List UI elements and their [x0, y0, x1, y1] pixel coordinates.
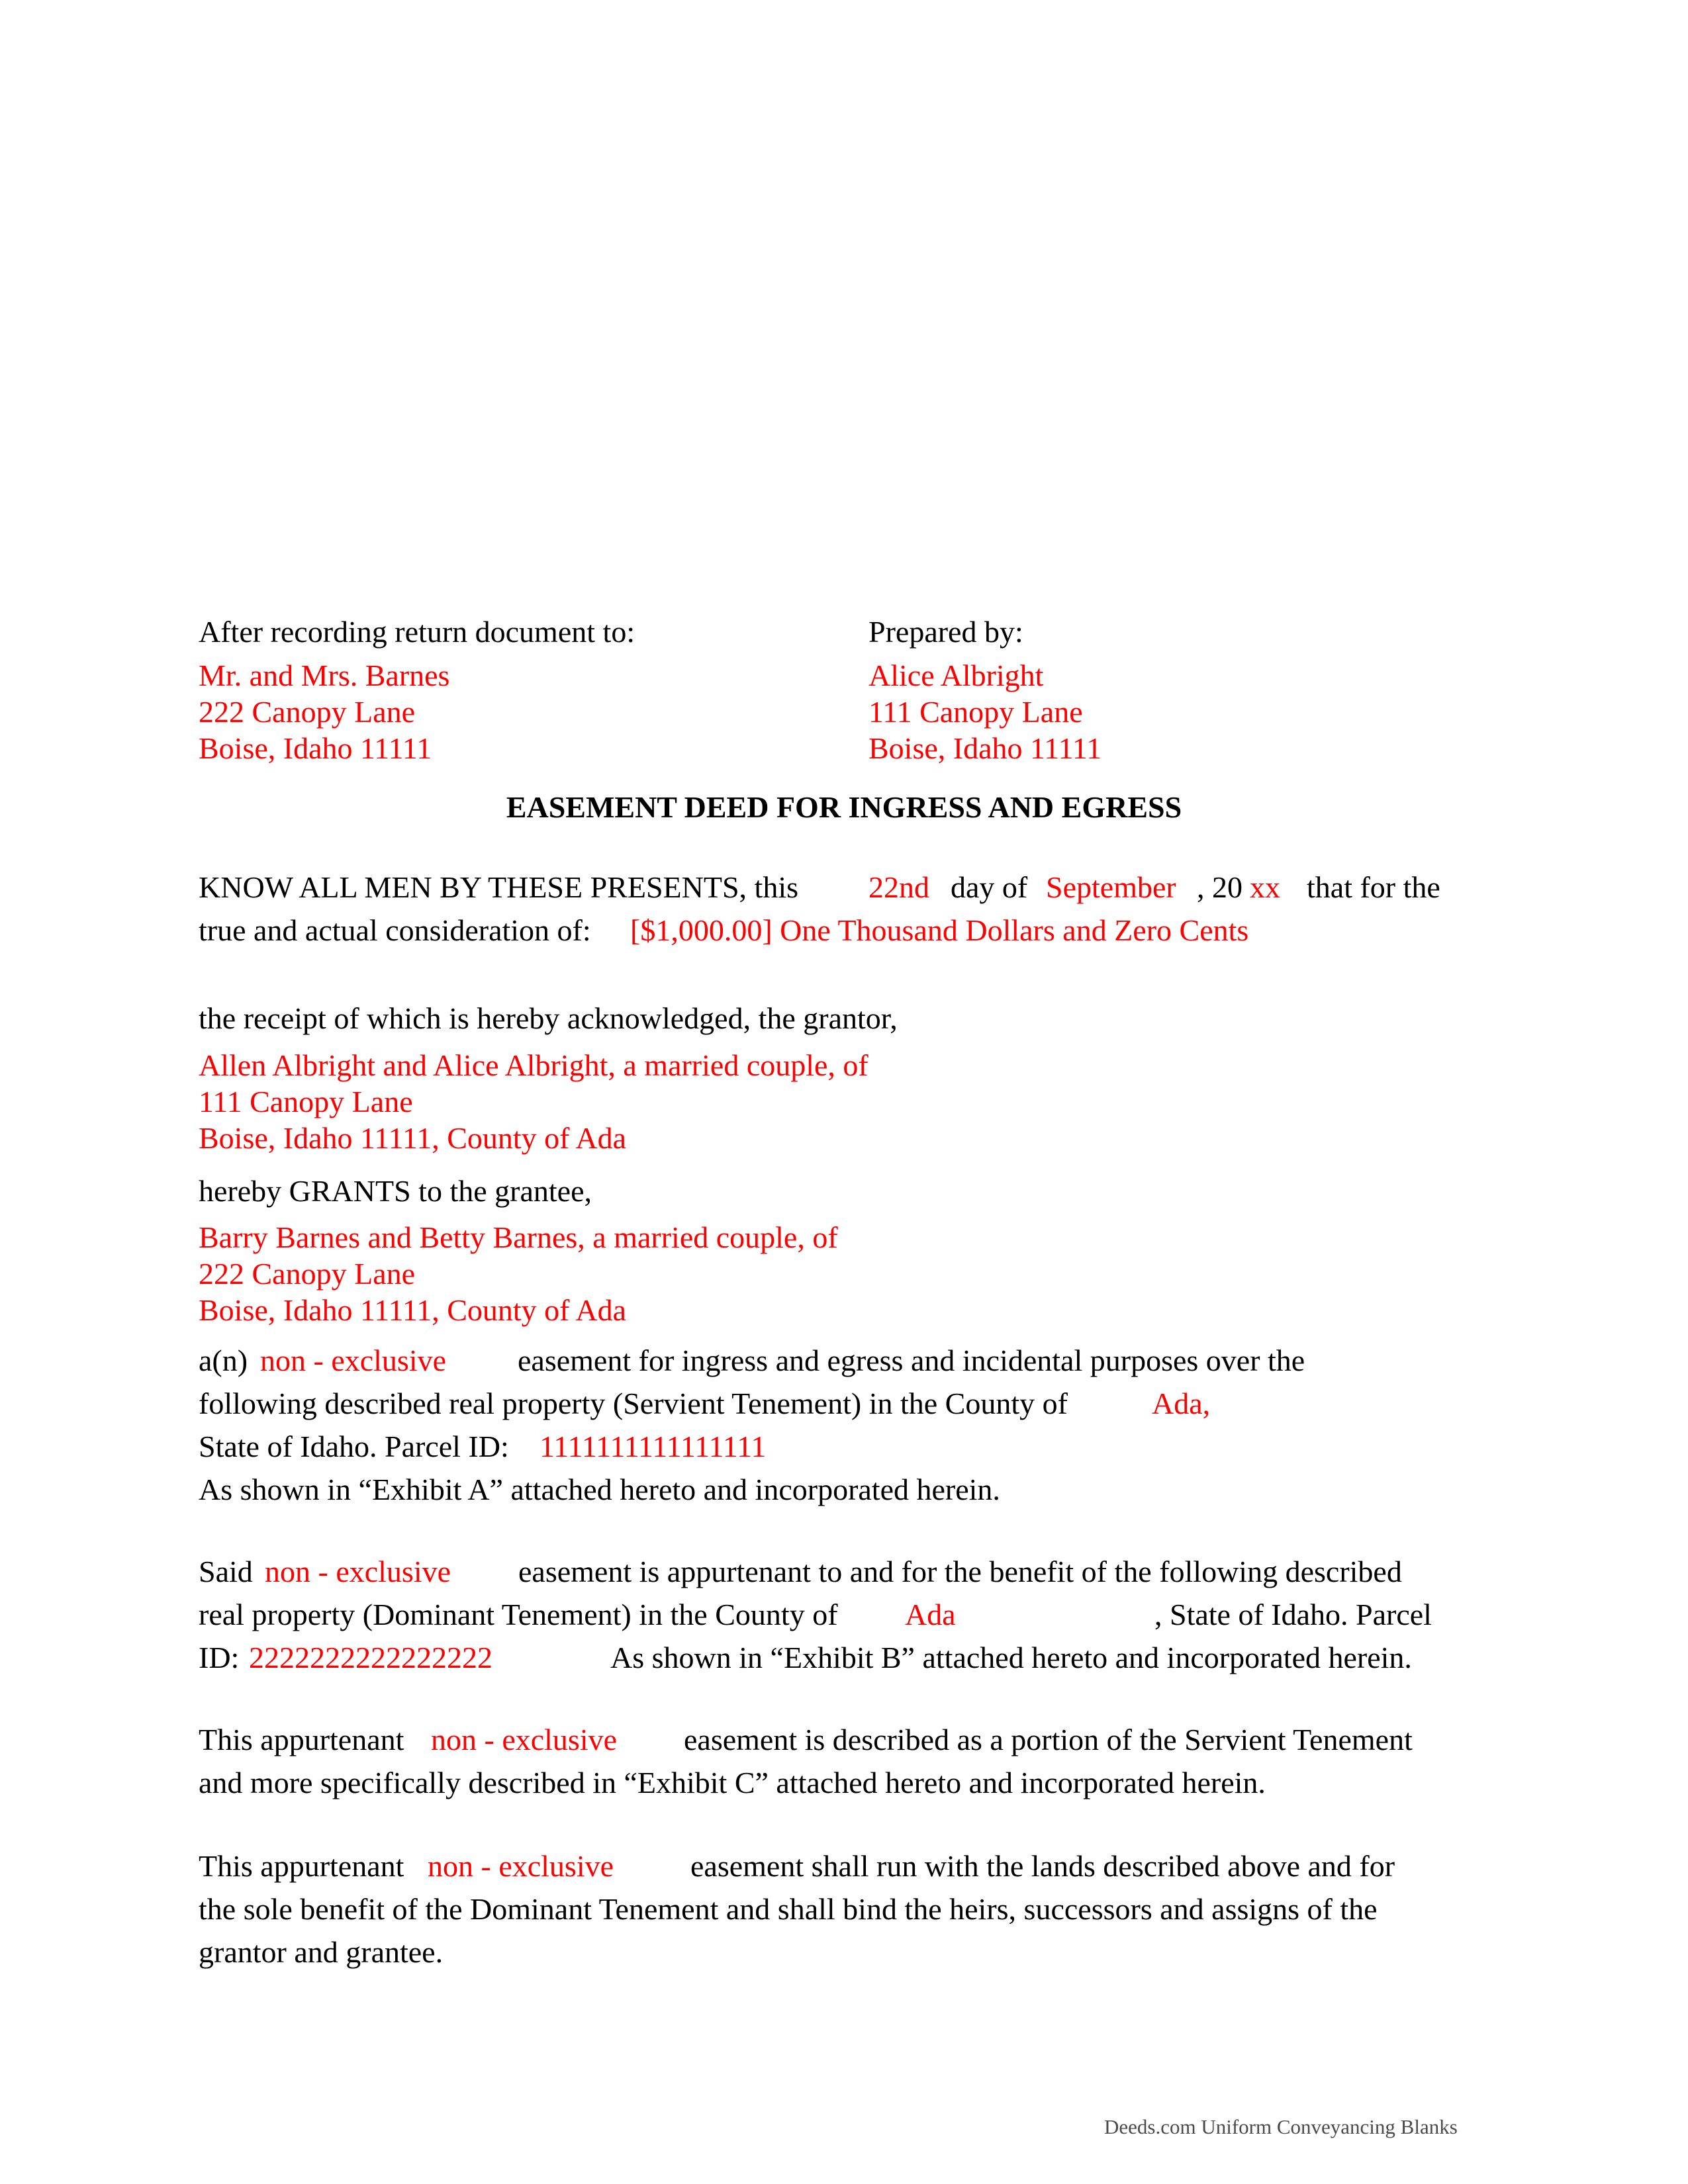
- return-address-city: Boise, Idaho 11111: [199, 731, 432, 765]
- return-address-street: 222 Canopy Lane: [199, 695, 416, 729]
- prepared-by-street: 111 Canopy Lane: [868, 695, 1083, 729]
- return-address-label: After recording return document to:: [199, 615, 635, 649]
- para3-prefix: This appurtenant: [199, 1723, 404, 1756]
- intro-text-2: day of: [951, 870, 1028, 904]
- para4-easement-type: non - exclusive: [428, 1849, 614, 1883]
- grantee-street: 222 Canopy Lane: [199, 1257, 416, 1291]
- para2-text-1: easement is appurtenant to and for the benefit of the following described: [518, 1555, 1402, 1588]
- intro-month: September: [1046, 870, 1176, 904]
- servient-county: Ada,: [1152, 1387, 1211, 1420]
- para1-text-2: following described real property (Servient Tenement) in the County of: [199, 1387, 1068, 1420]
- footer-credit: Deeds.com Uniform Conveyancing Blanks: [1104, 2115, 1458, 2138]
- grantor-street: 111 Canopy Lane: [199, 1085, 413, 1118]
- para2-text-5: As shown in “Exhibit B” attached hereto and incorporated herein.: [610, 1641, 1412, 1674]
- para1-text-3: State of Idaho. Parcel ID:: [199, 1430, 509, 1463]
- para4-text-2: the sole benefit of the Dominant Tenement and shall bind the heirs, successors and assigns of the: [199, 1892, 1378, 1926]
- prepared-by-name: Alice Albright: [868, 659, 1044, 692]
- grantee-name: Barry Barnes and Betty Barnes, a married couple, of: [199, 1220, 838, 1254]
- grantor-name: Allen Albright and Alice Albright, a married couple, of: [199, 1048, 868, 1082]
- para1-easement-type: non - exclusive: [260, 1343, 447, 1377]
- consideration-amount: [$1,000.00] One Thousand Dollars and Zero Cents: [630, 913, 1249, 947]
- para4-prefix: This appurtenant: [199, 1849, 404, 1883]
- intro-text-3: , 20: [1197, 870, 1243, 904]
- intro-text-5: true and actual consideration of:: [199, 913, 591, 947]
- para3-text-1: easement is described as a portion of the Servient Tenement: [684, 1723, 1413, 1756]
- para2-text-4: ID:: [199, 1641, 240, 1674]
- para1-prefix: a(n): [199, 1343, 248, 1377]
- prepared-by-city: Boise, Idaho 11111: [868, 731, 1102, 765]
- para3-text-2: and more specifically described in “Exhibit C” attached hereto and incorporated herein.: [199, 1766, 1266, 1799]
- para2-text-3: , State of Idaho. Parcel: [1154, 1598, 1432, 1631]
- document-title: EASEMENT DEED FOR INGRESS AND EGRESS: [506, 790, 1182, 824]
- intro-day: 22nd: [868, 870, 929, 904]
- grantee-city-county: Boise, Idaho 11111, County of Ada: [199, 1293, 627, 1327]
- grants-text: hereby GRANTS to the grantee,: [199, 1174, 592, 1208]
- para1-text-1: easement for ingress and egress and incidental purposes over the: [518, 1343, 1305, 1377]
- intro-year-suffix: xx: [1250, 870, 1280, 904]
- receipt-text: the receipt of which is hereby acknowledged, the grantor,: [199, 1001, 898, 1035]
- return-address-name: Mr. and Mrs. Barnes: [199, 659, 450, 692]
- servient-parcel-id: 1111111111111111: [539, 1430, 767, 1463]
- intro-text-1: KNOW ALL MEN BY THESE PRESENTS, this: [199, 870, 799, 904]
- para2-easement-type: non - exclusive: [265, 1555, 451, 1588]
- para1-text-4: As shown in “Exhibit A” attached hereto and incorporated herein.: [199, 1473, 1000, 1506]
- intro-text-4: that for the: [1307, 870, 1440, 904]
- dominant-county: Ada: [905, 1598, 956, 1631]
- para4-text-3: grantor and grantee.: [199, 1935, 444, 1969]
- prepared-by-label: Prepared by:: [868, 615, 1023, 649]
- para2-text-2: real property (Dominant Tenement) in the County of: [199, 1598, 838, 1631]
- para4-text-1: easement shall run with the lands described above and for: [690, 1849, 1395, 1883]
- grantor-city-county: Boise, Idaho 11111, County of Ada: [199, 1121, 627, 1155]
- dominant-parcel-id: 2222222222222222: [249, 1641, 492, 1674]
- para2-prefix: Said: [199, 1555, 253, 1588]
- para3-easement-type: non - exclusive: [431, 1723, 618, 1756]
